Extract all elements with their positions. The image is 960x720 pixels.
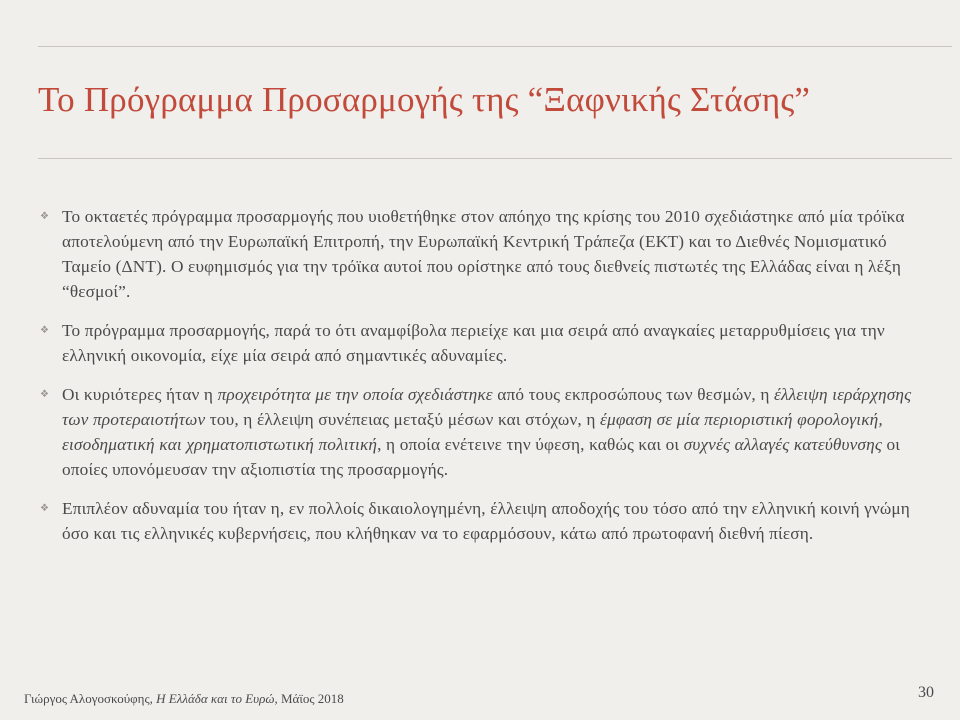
bullet-text: , η — [577, 410, 601, 429]
bullet-text: από τους εκπροσώπους των θεσμών, η — [492, 385, 775, 404]
diamond-bullet-icon: ❖ — [40, 389, 50, 400]
diamond-bullet-icon: ❖ — [40, 325, 50, 336]
bullet-text: Το πρόγραμμα προσαρμογής, παρά το ότι αναμφίβολα περιείχε και μια σειρά από αναγκαίες μεταρρυθμίσεις για την ελληνική οικονομία, είχε μία σειρά από σημαντικές αδυναμίες. — [62, 321, 885, 365]
slide-title: Το Πρόγραμμα Προσαρμογής της “Ξαφνικής Στάσης” — [38, 80, 811, 119]
footer-book-title: Η Ελλάδα και το Ευρώ — [156, 691, 275, 706]
bullet-text: Το οκταετές πρόγραμμα προσαρμογής που υιοθετήθηκε στον απόηχο της κρίσης του 2010 σχεδιάστηκε από μία τρόϊκα αποτελούμενη από την Ευρωπαϊκή Επιτροπή, την Ευρωπαϊκή Κεντρική Τράπεζα (ΕΚΤ) και το Διεθνές Νομισματικό Ταμείο (ΔΝΤ). Ο ευφημισμός για την τρόϊκα αυτοί που ορίστηκε από τους διεθνείς πιστωτές της Ελλάδας είναι η λέξη “θεσμοί”. — [62, 207, 905, 301]
diamond-bullet-icon: ❖ — [40, 211, 50, 222]
footer-date: , Μάϊος 2018 — [274, 691, 344, 706]
bullet-text: έλλειψη συνέπειας μεταξύ μέσων και στόχων — [256, 410, 578, 429]
bullet-list — [40, 204, 920, 560]
bullet-text: Οι κυριότερες ήταν η — [62, 385, 218, 404]
bullet-item — [40, 204, 920, 304]
bullet-text: του, η — [205, 410, 257, 429]
bullet-item — [40, 318, 920, 368]
title-divider — [38, 158, 952, 159]
bullet-emphasis-text: έμφαση σε μία περιοριστική φορολογική, εισοδηματική και χρηματοπιστωτική πολιτική — [62, 410, 883, 454]
bullet-text: , η οποία ενέτεινε την ύφεση, καθώς και οι — [377, 435, 684, 454]
bullet-emphasis-text: συχνές αλλαγές κατεύθυνσης — [683, 435, 882, 454]
bullet-emphasis-text: έλλειψη ιεράρχησης των προτεραιοτήτων — [62, 385, 912, 429]
page-number: 30 — [918, 684, 934, 701]
bullet-text: οι οποίες υπονόμευσαν την αξιοπιστία της προσαρμογής. — [62, 435, 901, 479]
bullet-text: Επιπλέον αδυναμία του ήταν η, εν πολλοίς δικαιολογημένη, έλλειψη αποδοχής του τόσο από την ελληνική κοινή γνώμη όσο και τις ελληνικές κυβερνήσεις, που κλήθηκαν να το εφαρμόσουν, κάτω από πρωτοφανή διεθνή πίεση. — [62, 499, 910, 543]
footer-citation — [24, 691, 344, 707]
diamond-bullet-icon: ❖ — [40, 503, 50, 514]
bullet-item — [40, 382, 920, 482]
footer-author: Γιώργος Αλογοσκούφης, — [24, 691, 157, 706]
bullet-emphasis-text: προχειρότητα με την οποία σχεδιάστηκε — [217, 385, 493, 404]
bullet-item — [40, 496, 920, 546]
top-divider — [38, 46, 952, 47]
